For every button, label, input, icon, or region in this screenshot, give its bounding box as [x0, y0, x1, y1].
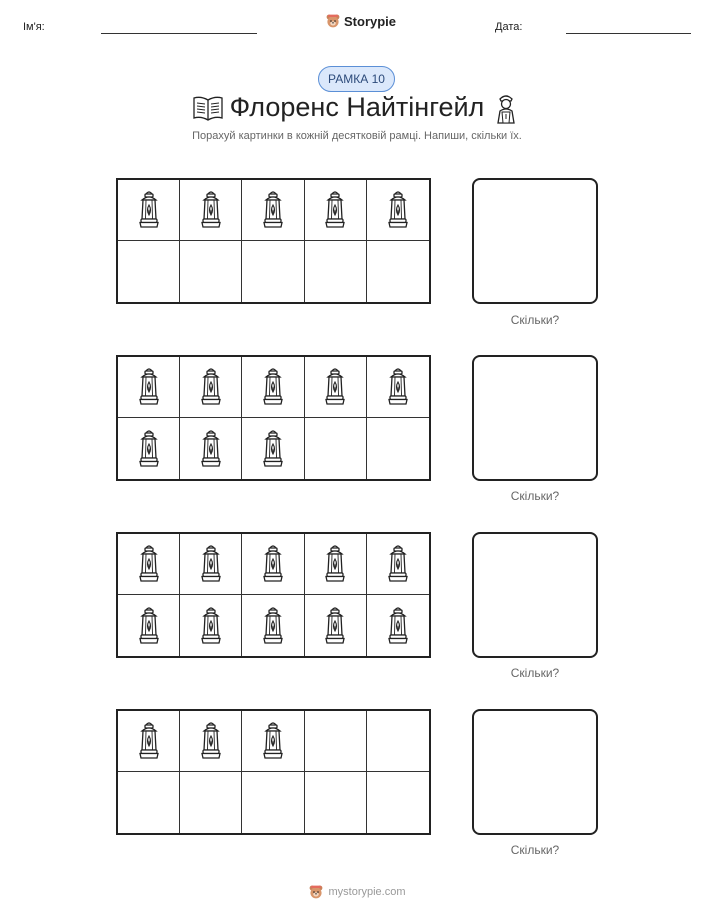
lantern-icon [199, 367, 223, 407]
frame-cell [367, 357, 429, 418]
bear-mascot-icon [308, 884, 324, 900]
frame-cell [118, 595, 180, 656]
frame-cell [305, 418, 367, 479]
lantern-icon [386, 190, 410, 230]
lantern-icon [137, 190, 161, 230]
lantern-icon [137, 429, 161, 469]
instructions: Порахуй картинки в кожній десятковій рамці. Напиши, скільки їх. [192, 130, 522, 142]
answer-box-2[interactable] [472, 355, 598, 481]
lantern-icon [199, 606, 223, 646]
frame-cell [367, 711, 429, 772]
frame-cell [305, 180, 367, 241]
ten-frame-3 [116, 532, 431, 658]
frame-cell [367, 418, 429, 479]
frame-cell [180, 595, 242, 656]
answer-label-3: Скільки? [510, 666, 560, 680]
ten-frame-4 [116, 709, 431, 835]
lantern-icon [323, 367, 347, 407]
answer-label-1: Скільки? [510, 313, 560, 327]
frame-cell [242, 180, 304, 241]
frame-cell [242, 534, 304, 595]
lantern-icon [199, 721, 223, 761]
answer-label-2: Скільки? [510, 489, 560, 503]
frame-cell [118, 241, 180, 302]
lantern-icon [261, 544, 285, 584]
lantern-icon [386, 606, 410, 646]
frame-cell [118, 711, 180, 772]
lantern-icon [261, 367, 285, 407]
lantern-icon [137, 544, 161, 584]
frame-cell [242, 241, 304, 302]
frame-cell [180, 357, 242, 418]
answer-box-3[interactable] [472, 532, 598, 658]
frame-cell [118, 772, 180, 833]
ten-frame-2 [116, 355, 431, 481]
lantern-icon [323, 606, 347, 646]
footer-site: mystorypie.com [328, 886, 406, 898]
frame-cell [367, 534, 429, 595]
frame-cell [242, 595, 304, 656]
answer-box-1[interactable] [472, 178, 598, 304]
frame-cell [180, 180, 242, 241]
frame-cell [367, 772, 429, 833]
lantern-icon [386, 544, 410, 584]
frame-cell [180, 772, 242, 833]
lantern-icon [261, 721, 285, 761]
lantern-icon [261, 429, 285, 469]
frame-cell [180, 241, 242, 302]
frame-cell [180, 418, 242, 479]
brand-name: Storypie [344, 13, 397, 29]
frame-cell [305, 534, 367, 595]
frame-cell [367, 595, 429, 656]
frame-cell [242, 418, 304, 479]
frame-cell [242, 357, 304, 418]
frame-cell [305, 711, 367, 772]
frame-cell [305, 357, 367, 418]
page-title: Флоренс Найтінгейл [229, 92, 485, 122]
frame-cell [242, 772, 304, 833]
date-field[interactable] [566, 33, 691, 34]
lantern-icon [199, 429, 223, 469]
nurse-icon [492, 91, 520, 125]
frame-cell [242, 711, 304, 772]
name-field[interactable] [101, 33, 257, 34]
frame-cell [118, 418, 180, 479]
lantern-icon [137, 721, 161, 761]
lantern-icon [386, 367, 410, 407]
date-label: Дата: [495, 21, 523, 33]
lantern-icon [137, 367, 161, 407]
lantern-icon [261, 190, 285, 230]
lantern-icon [199, 544, 223, 584]
lantern-icon [323, 544, 347, 584]
frame-cell [367, 241, 429, 302]
brand-logo [325, 13, 396, 29]
bear-mascot-icon [325, 13, 341, 29]
footer [0, 884, 714, 900]
frame-cell [180, 711, 242, 772]
lantern-icon [199, 190, 223, 230]
name-label: Ім'я: [23, 21, 45, 33]
frame-cell [118, 534, 180, 595]
answer-box-4[interactable] [472, 709, 598, 835]
answer-label-4: Скільки? [510, 843, 560, 857]
lantern-icon [137, 606, 161, 646]
frame-cell [118, 357, 180, 418]
lantern-icon [261, 606, 285, 646]
frame-cell [118, 180, 180, 241]
frame-cell [305, 241, 367, 302]
frame-badge: РАМКА 10 [318, 66, 395, 92]
lantern-icon [323, 190, 347, 230]
ten-frame-1 [116, 178, 431, 304]
frame-cell [367, 180, 429, 241]
frame-cell [305, 595, 367, 656]
frame-cell [305, 772, 367, 833]
frame-cell [180, 534, 242, 595]
